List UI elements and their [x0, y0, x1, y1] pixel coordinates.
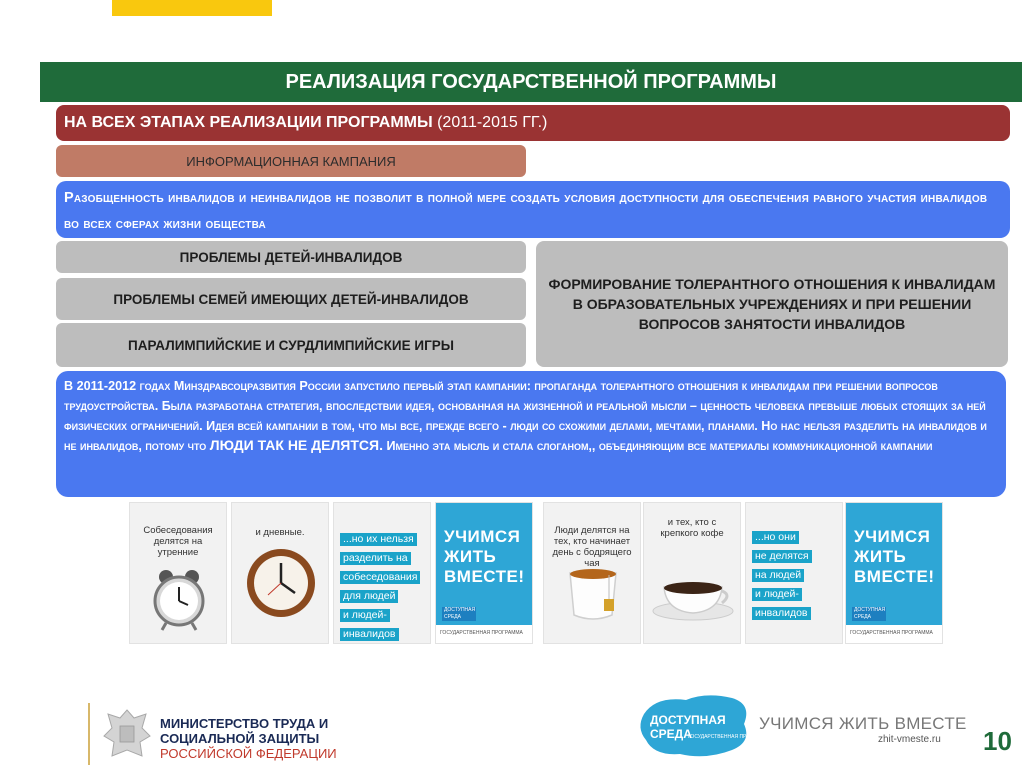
statement-box: Разобщенность инвалидов и неинвалидов не позволит в полной мере создать условия доступности для обеспечения равного участия инвалидов во всех сферах жизни общества: [56, 181, 1010, 238]
mini-logo: ДОСТУПНАЯ СРЕДА: [444, 607, 476, 620]
wall-clock-icon: [232, 503, 330, 645]
coffee-cup-icon: [644, 503, 742, 645]
accent-bar: [112, 0, 272, 16]
mini-logo: ДОСТУПНАЯ СРЕДА: [854, 607, 886, 620]
poster-slogan-text: УЧИМСЯ ЖИТЬ ВМЕСТЕ!: [854, 527, 935, 586]
campaign-description: [56, 371, 1006, 497]
problem-children: ПРОБЛЕМЫ ДЕТЕЙ-ИНВАЛИДОВ: [56, 241, 526, 273]
footer-slogan: УЧИМСЯ ЖИТЬ ВМЕСТЕ: [759, 714, 967, 733]
slide-title: РЕАЛИЗАЦИЯ ГОСУДАРСТВЕННОЙ ПРОГРАММЫ: [40, 62, 1022, 102]
tea-cup-icon: [544, 503, 642, 645]
poster-tags: ...но они не делятся на людей и людей- инвалидов: [752, 527, 840, 622]
poster-slogan-2: [845, 502, 943, 644]
stage-years: (2011-2015 ГГ.): [432, 114, 548, 131]
poster-text: Собеседования делятся на утренние: [143, 525, 213, 558]
poster-wall-clock: [231, 502, 329, 644]
poster-footer: ГОСУДАРСТВЕННАЯ ПРОГРАММА: [436, 625, 532, 643]
campaign-text-1: В 2011-2012 годах Минздравсоцразвития России запустило первый этап кампании: пропаганда толерантного отношения к инвалидам при решении вопросов трудоустройства. Была разработана стратегия, впоследствии идея, основанная на жизненной и реальной мысли – ценность человека превыше любых стоящих за ней физических ограничений. Идея всей кампании в том, что мы все, прежде всего - люди со схожими делами, мечтами, планами. Но нас нельзя разделить на инвалидов и не инвалидов, потому что: [64, 379, 987, 454]
stage-banner: [56, 105, 1010, 141]
poster-text: Люди делятся на тех, кто начинает день с бодрящего чая: [552, 525, 632, 569]
info-campaign-label: ИНФОРМАЦИОННАЯ КАМПАНИЯ: [56, 145, 526, 177]
svg-text:ДОСТУПНАЯ: ДОСТУПНАЯ: [650, 713, 726, 727]
coat-of-arms-icon: [100, 704, 154, 766]
poster-footer: ГОСУДАРСТВЕННАЯ ПРОГРАММА: [846, 625, 942, 643]
paralympic-games: ПАРАЛИМПИЙСКИЕ И СУРДЛИМПИЙСКИЕ ИГРЫ: [56, 323, 526, 367]
problem-families: ПРОБЛЕМЫ СЕМЕЙ ИМЕЮЩИХ ДЕТЕЙ-ИНВАЛИДОВ: [56, 278, 526, 320]
ministry-name: МИНИСТЕРСТВО ТРУДА И СОЦИАЛЬНОЙ ЗАЩИТЫ РОССИЙСКОЙ ФЕДЕРАЦИИ: [160, 716, 337, 761]
svg-text:СРЕДА: СРЕДА: [650, 727, 692, 741]
svg-text:ГОСУДАРСТВЕННАЯ ПРОГРАММА: ГОСУДАРСТВЕННАЯ ПРОГРАММА: [688, 734, 771, 740]
poster-not-divided: [745, 502, 843, 644]
poster-coffee: [643, 502, 741, 644]
poster-interviews: [333, 502, 431, 644]
poster-text: и тех, кто с крепкого кофе: [660, 517, 724, 539]
footer-divider: [88, 703, 90, 765]
poster-slogan: [435, 502, 533, 644]
poster-tags: ...но их нельзя разделить на собеседования для людей и людей- инвалидов: [340, 529, 428, 643]
stage-bold: НА ВСЕХ ЭТАПАХ РЕАЛИЗАЦИИ ПРОГРАММЫ: [64, 114, 433, 131]
page-number: 10: [983, 726, 1012, 756]
alarm-clock-icon: [130, 503, 228, 645]
poster-slogan-text: УЧИМСЯ ЖИТЬ ВМЕСТЕ!: [444, 527, 525, 586]
dostupnaya-sreda-logo: [636, 690, 771, 760]
campaign-highlight: ЛЮДИ ТАК НЕ ДЕЛЯТСЯ.: [209, 437, 383, 454]
poster-tea: [543, 502, 641, 644]
poster-alarm-clock: [129, 502, 227, 644]
site-url[interactable]: zhit-vmeste.ru: [878, 734, 941, 745]
tolerance-box: ФОРМИРОВАНИЕ ТОЛЕРАНТНОГО ОТНОШЕНИЯ К ИНВАЛИДАМ В ОБРАЗОВАТЕЛЬНЫХ УЧРЕЖДЕНИЯХ И ПРИ РЕШЕНИИ ВОПРОСОВ ЗАНЯТОСТИ ИНВАЛИДОВ: [536, 241, 1008, 367]
poster-text: и дневные.: [255, 527, 305, 538]
campaign-text-2: Именно эта мысль и стала слоганом,, объединяющим все материалы коммуникационной кампании: [382, 439, 933, 454]
